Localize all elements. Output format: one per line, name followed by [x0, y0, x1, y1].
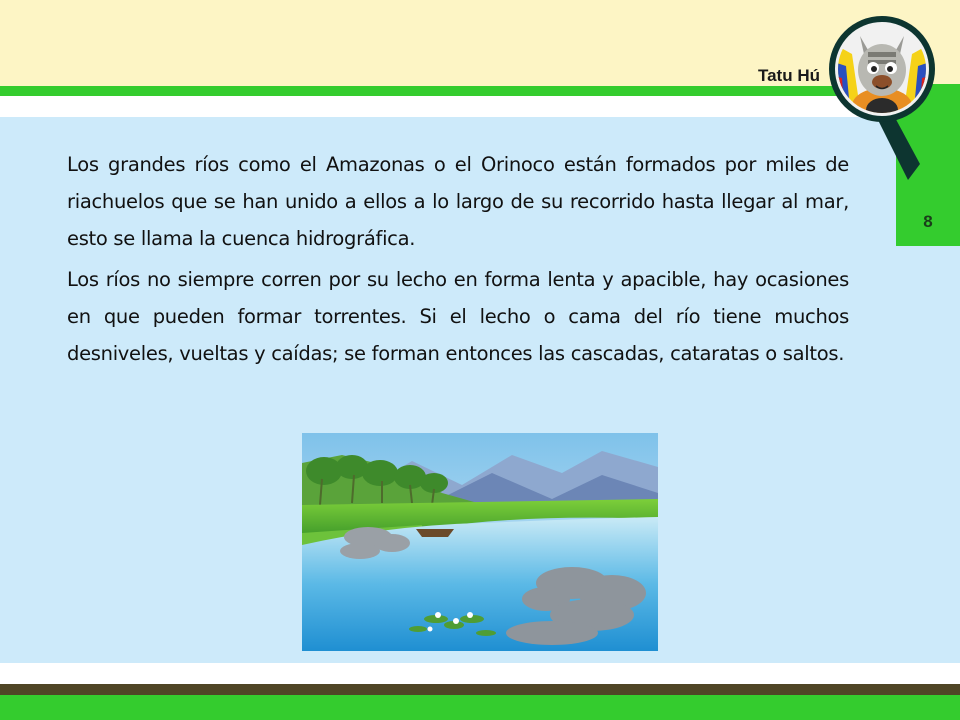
footer-green-stripe: [0, 695, 960, 720]
page-number: 8: [923, 212, 933, 231]
header-green-stripe: [0, 86, 960, 96]
river-landscape-icon: [302, 433, 658, 651]
paragraph: Los ríos no siempre corren por su lecho en forma lenta y apacible, hay ocasiones en que pueden formar torrentes. Si el lecho o cama del río tiene muchos desniveles, vueltas y caídas; se forman entonces las cascadas, cataratas o saltos.: [67, 268, 849, 365]
footer-brown-stripe: [0, 684, 960, 695]
brand-label: Tatu Hú: [757, 66, 820, 85]
paragraph: Los grandes ríos como el Amazonas o el Orinoco están formados por miles de riachuelos que se han unido a ellos a lo largo de su recorrido hasta llegar al mar, esto se llama la cuenca hidrográfica.: [67, 153, 849, 250]
body-text: [67, 146, 849, 376]
